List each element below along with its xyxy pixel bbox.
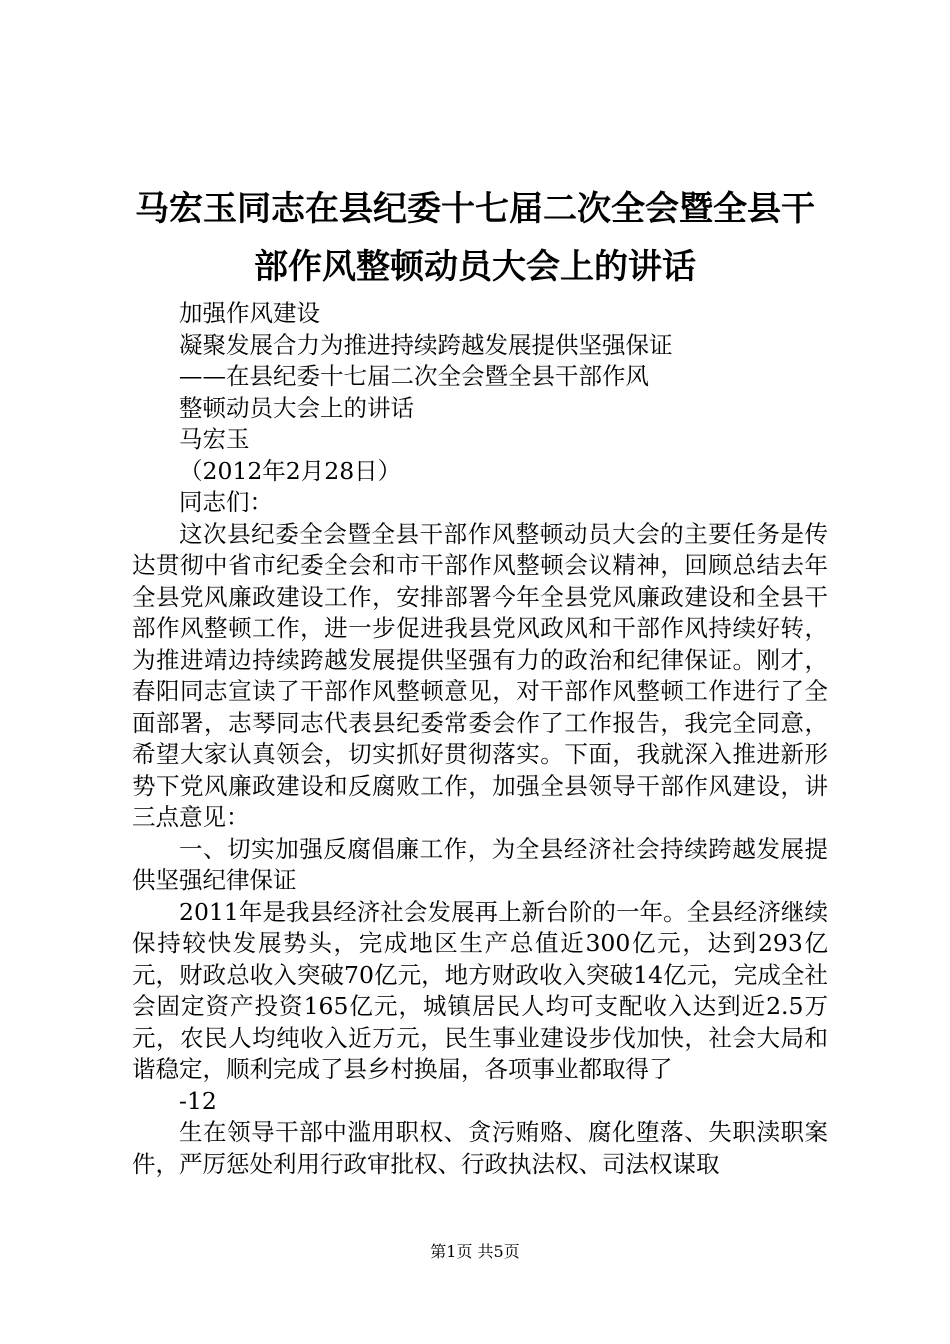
document-title-line-2: 部作风整顿动员大会上的讲话 <box>254 247 696 287</box>
header-line-theme: 加强作风建设 <box>179 299 320 327</box>
header-line-occasion-2: 整顿动员大会上的讲话 <box>179 393 414 422</box>
header-line-subtitle: 凝聚发展合力为推进持续跨越发展提供坚强保证 <box>179 330 673 359</box>
document-body <box>132 298 828 1180</box>
header-line-speaker: 马宏玉 <box>179 425 250 453</box>
page-marker: -12 <box>179 1086 217 1115</box>
paragraph-2011-review: 2011年是我县经济社会发展再上新台阶的一年。全县经济继续保持较快发展势头，完成地区生产总值近300亿元，达到293亿元，财政总收入突破70亿元，地方财政收入突破14亿元，完成全社会固定资产投资165亿元，城镇居民人均可支配收入达到近2.5万元，农民人均纯收入近万元，民生事业建设步伐加快，社会大局和谐稳定，顺利完成了县乡村换届，各项事业都取得了 <box>132 897 828 1083</box>
header-line-occasion-1: ——在县纪委十七届二次全会暨全县干部作风 <box>179 362 649 390</box>
header-line-date: （2012年2月28日） <box>179 456 402 485</box>
paragraph-continuation: 生在领导干部中滥用职权、贪污贿赂、腐化堕落、失职渎职案件，严厉惩处利用行政审批权、行政执法权、司法权谋取 <box>132 1118 828 1178</box>
document-title-line-1: 马宏玉同志在县纪委十七届二次全会暨全县干 <box>135 189 815 229</box>
page-footer: 第1页 共5页 <box>430 1242 520 1261</box>
paragraph-intro: 这次县纪委全会暨全县干部作风整顿动员大会的主要任务是传达贯彻中省市纪委全会和市干部作风整顿会议精神，回顾总结去年全县党风廉政建设工作，安排部署今年全县党风廉政建设和全县干部作风整顿工作，进一步促进我县党风政风和干部作风持续好转，为推进靖边持续跨越发展提供坚强有力的政治和纪律保证。刚才，春阳同志宣读了干部作风整顿意见，对干部作风整顿工作进行了全面部署，志琴同志代表县纪委常委会作了工作报告，我完全同意，希望大家认真领会，切实抓好贯彻落实。下面，我就深入推进新形势下党风廉政建设和反腐败工作，加强全县领导干部作风建设，讲三点意见： <box>132 519 828 831</box>
header-line-salutation: 同志们： <box>179 488 273 516</box>
paragraph-section-heading: 一、切实加强反腐倡廉工作，为全县经济社会持续跨越发展提供坚强纪律保证 <box>132 834 828 894</box>
